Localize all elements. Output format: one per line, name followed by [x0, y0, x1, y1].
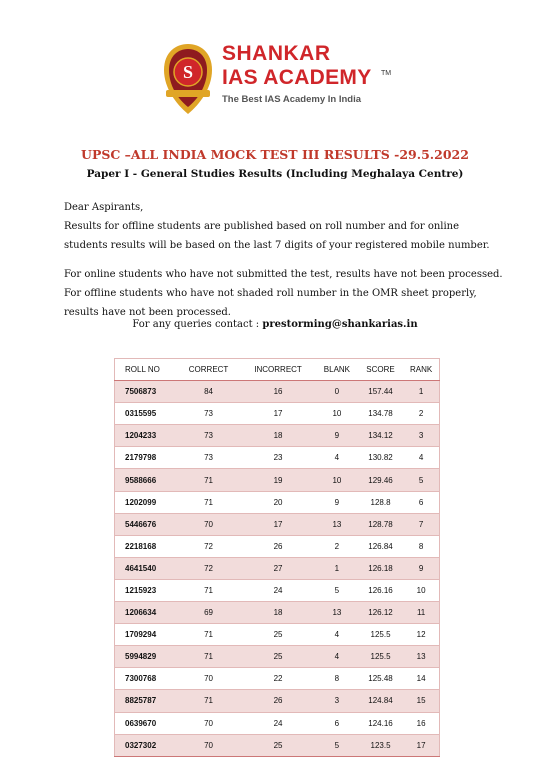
- brand-name-line1: SHANKAR: [222, 42, 331, 65]
- cell-blank: 13: [316, 602, 358, 624]
- cell-roll-no: 0639670: [115, 712, 178, 734]
- cell-rank: 6: [403, 491, 439, 513]
- cell-incorrect: 25: [240, 734, 316, 756]
- contact-label: For any queries contact :: [132, 319, 263, 330]
- cell-correct: 72: [177, 535, 240, 557]
- cell-incorrect: 25: [240, 646, 316, 668]
- cell-incorrect: 18: [240, 602, 316, 624]
- cell-rank: 5: [403, 469, 439, 491]
- cell-blank: 0: [316, 381, 358, 403]
- cell-incorrect: 23: [240, 447, 316, 469]
- cell-correct: 84: [177, 381, 240, 403]
- cell-score: 126.84: [358, 535, 403, 557]
- cell-correct: 73: [177, 403, 240, 425]
- emblem-letter: S: [182, 62, 194, 82]
- cell-score: 125.48: [358, 668, 403, 690]
- results-table: [114, 358, 440, 757]
- cell-roll-no: 2179798: [115, 447, 178, 469]
- cell-blank: 8: [316, 668, 358, 690]
- page-title: UPSC –ALL INDIA MOCK TEST III RESULTS -29.5.2022: [81, 147, 469, 162]
- cell-blank: 5: [316, 734, 358, 756]
- cell-correct: 71: [177, 491, 240, 513]
- brand-name-line2: IAS ACADEMY: [222, 66, 372, 89]
- table-row: [115, 447, 440, 469]
- cell-incorrect: 19: [240, 469, 316, 491]
- cell-score: 134.12: [358, 425, 403, 447]
- table-row: [115, 602, 440, 624]
- cell-correct: 71: [177, 624, 240, 646]
- header-blank: BLANK: [316, 359, 358, 381]
- table-row: [115, 381, 440, 403]
- cell-rank: 12: [403, 624, 439, 646]
- cell-rank: 14: [403, 668, 439, 690]
- cell-incorrect: 25: [240, 624, 316, 646]
- cell-roll-no: 0315595: [115, 403, 178, 425]
- cell-blank: 10: [316, 403, 358, 425]
- cell-blank: 13: [316, 513, 358, 535]
- cell-roll-no: 2218168: [115, 535, 178, 557]
- table-row: [115, 624, 440, 646]
- cell-blank: 3: [316, 690, 358, 712]
- cell-score: 126.12: [358, 602, 403, 624]
- cell-score: 157.44: [358, 381, 403, 403]
- cell-roll-no: 7300768: [115, 668, 178, 690]
- header-score: SCORE: [358, 359, 403, 381]
- cell-incorrect: 16: [240, 381, 316, 403]
- table-row: [115, 513, 440, 535]
- cell-correct: 71: [177, 469, 240, 491]
- cell-correct: 70: [177, 668, 240, 690]
- cell-roll-no: 7506873: [115, 381, 178, 403]
- cell-roll-no: 1215923: [115, 579, 178, 601]
- cell-score: 125.5: [358, 624, 403, 646]
- cell-correct: 73: [177, 447, 240, 469]
- cell-score: 134.78: [358, 403, 403, 425]
- cell-score: 128.78: [358, 513, 403, 535]
- cell-score: 124.84: [358, 690, 403, 712]
- cell-correct: 70: [177, 513, 240, 535]
- cell-score: 126.18: [358, 557, 403, 579]
- table-row: [115, 403, 440, 425]
- cell-incorrect: 27: [240, 557, 316, 579]
- cell-roll-no: 9588666: [115, 469, 178, 491]
- cell-correct: 72: [177, 557, 240, 579]
- cell-correct: 73: [177, 425, 240, 447]
- cell-score: 128.8: [358, 491, 403, 513]
- table-row: [115, 425, 440, 447]
- cell-blank: 5: [316, 579, 358, 601]
- cell-incorrect: 26: [240, 535, 316, 557]
- results-table-body: [115, 381, 440, 757]
- cell-blank: 2: [316, 535, 358, 557]
- table-header-row: [115, 359, 440, 381]
- cell-blank: 4: [316, 646, 358, 668]
- contact-line: [0, 319, 550, 330]
- brand-tagline: The Best IAS Academy In India: [222, 94, 362, 105]
- cell-rank: 10: [403, 579, 439, 601]
- cell-rank: 7: [403, 513, 439, 535]
- cell-score: 129.46: [358, 469, 403, 491]
- header-correct: CORRECT: [177, 359, 240, 381]
- greeting: Dear Aspirants,: [64, 202, 144, 213]
- cell-rank: 13: [403, 646, 439, 668]
- cell-roll-no: 1206634: [115, 602, 178, 624]
- trademark-mark: TM: [381, 70, 392, 77]
- table-row: [115, 690, 440, 712]
- cell-roll-no: 4641540: [115, 557, 178, 579]
- cell-incorrect: 22: [240, 668, 316, 690]
- cell-roll-no: 1202099: [115, 491, 178, 513]
- cell-incorrect: 20: [240, 491, 316, 513]
- offline-online-note: Results for offline students are published based on roll number and for online students results will be based on the last 7 digits of your registered mobile number.: [64, 221, 490, 251]
- cell-rank: 3: [403, 425, 439, 447]
- table-row: [115, 469, 440, 491]
- cell-rank: 1: [403, 381, 439, 403]
- cell-blank: 1: [316, 557, 358, 579]
- cell-blank: 10: [316, 469, 358, 491]
- page-subtitle: Paper I - General Studies Results (Including Meghalaya Centre): [86, 168, 464, 180]
- cell-correct: 70: [177, 712, 240, 734]
- cell-incorrect: 18: [240, 425, 316, 447]
- cell-roll-no: 8825787: [115, 690, 178, 712]
- header-incorrect: INCORRECT: [240, 359, 316, 381]
- cell-correct: 71: [177, 579, 240, 601]
- table-row: [115, 646, 440, 668]
- academy-emblem-icon: [160, 42, 216, 116]
- cell-score: 125.5: [358, 646, 403, 668]
- cell-score: 130.82: [358, 447, 403, 469]
- cell-rank: 4: [403, 447, 439, 469]
- cell-roll-no: 0327302: [115, 734, 178, 756]
- table-row: [115, 668, 440, 690]
- cell-roll-no: 5994829: [115, 646, 178, 668]
- table-row: [115, 491, 440, 513]
- cell-rank: 9: [403, 557, 439, 579]
- cell-correct: 71: [177, 646, 240, 668]
- header-rank: RANK: [403, 359, 439, 381]
- intro-paragraph: [64, 198, 504, 255]
- cell-score: 123.5: [358, 734, 403, 756]
- cell-incorrect: 24: [240, 712, 316, 734]
- cell-rank: 15: [403, 690, 439, 712]
- cell-rank: 17: [403, 734, 439, 756]
- academy-logo: [160, 40, 410, 118]
- cell-incorrect: 24: [240, 579, 316, 601]
- cell-rank: 16: [403, 712, 439, 734]
- table-row: [115, 579, 440, 601]
- cell-roll-no: 5446676: [115, 513, 178, 535]
- contact-email-link[interactable]: prestorming@shankarias.in: [262, 319, 418, 330]
- cell-correct: 71: [177, 690, 240, 712]
- cell-incorrect: 26: [240, 690, 316, 712]
- cell-blank: 4: [316, 447, 358, 469]
- cell-correct: 70: [177, 734, 240, 756]
- cell-blank: 9: [316, 425, 358, 447]
- table-row: [115, 712, 440, 734]
- cell-blank: 6: [316, 712, 358, 734]
- cell-rank: 2: [403, 403, 439, 425]
- cell-roll-no: 1709294: [115, 624, 178, 646]
- processing-note: For online students who have not submitted the test, results have not been processed. For offline students who have not shaded roll number in the OMR sheet properly, results have not been processed.: [64, 269, 503, 318]
- cell-incorrect: 17: [240, 403, 316, 425]
- header-roll-no: ROLL NO: [115, 359, 178, 381]
- cell-score: 124.16: [358, 712, 403, 734]
- table-row: [115, 535, 440, 557]
- table-row: [115, 734, 440, 756]
- cell-score: 126.16: [358, 579, 403, 601]
- table-row: [115, 557, 440, 579]
- cell-roll-no: 1204233: [115, 425, 178, 447]
- cell-incorrect: 17: [240, 513, 316, 535]
- cell-rank: 11: [403, 602, 439, 624]
- cell-blank: 4: [316, 624, 358, 646]
- cell-rank: 8: [403, 535, 439, 557]
- cell-blank: 9: [316, 491, 358, 513]
- cell-correct: 69: [177, 602, 240, 624]
